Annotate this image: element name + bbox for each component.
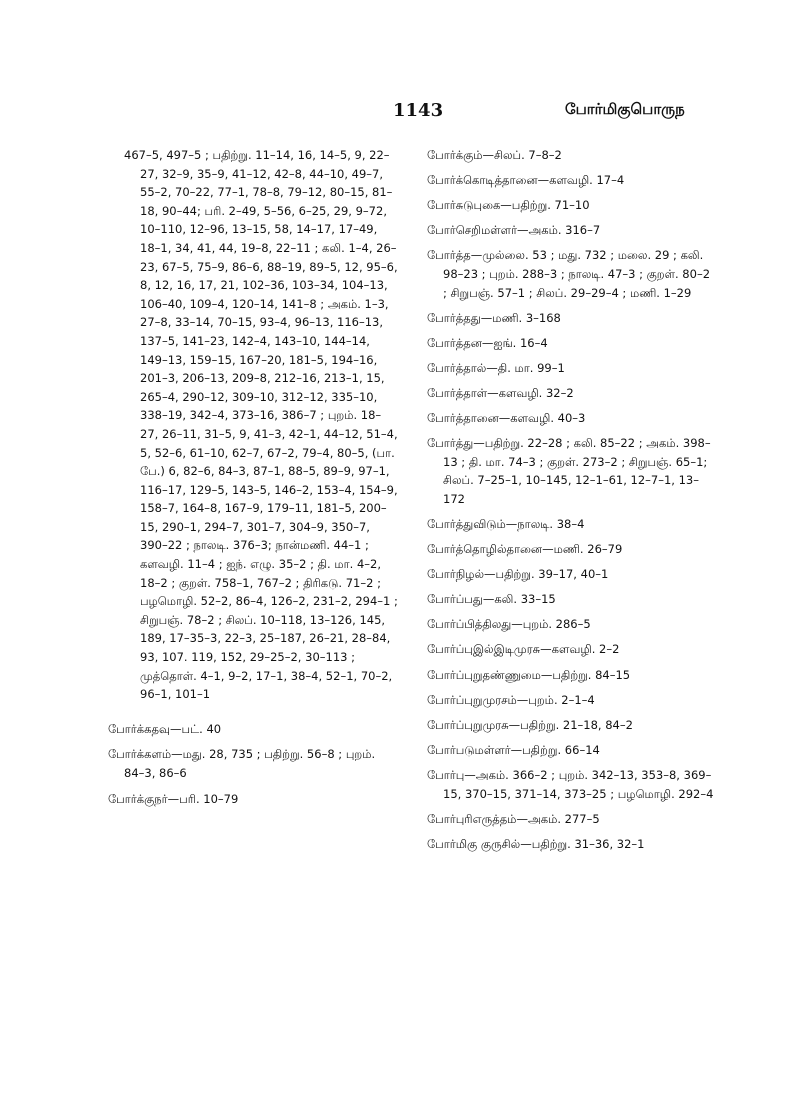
index-entry: போர்சுடுபுகை—பதிற்று. 71–10 — [427, 198, 590, 213]
index-entry: போர்ப்புறுமுரசு—பதிற்று. 21–18, 84–2 — [427, 717, 633, 732]
index-entry: போர்த்துவிடும்—நாலடி. 38–4 — [427, 517, 585, 531]
index-entry: போர்செறிமள்ளர்—அகம். 316–7 — [427, 223, 601, 238]
index-entry: போர்புரிஎருத்தம்—அகம். 277–5 — [427, 811, 600, 826]
index-entry: போர்க்கொடித்தானை—களவழி. 17–4 — [427, 173, 625, 188]
running-header: போர்மிகுபொருந — [565, 100, 685, 118]
right-column — [427, 146, 717, 860]
index-entry: போர்த்து—பதிற்று. 22–28 ; கலி. 85–22 ; அகம். 398–13 ; தி. மா. 74–3 ; குறள். 273–2 ; சிறுபஞ். 65–1; சிலப். 7–25–1, 10–145, 12–1–61, 12–7–1, 13–172 — [427, 436, 711, 506]
index-entry: போர்த்தானை—களவழி. 40–3 — [427, 411, 586, 426]
page-number: 1143 — [393, 100, 444, 121]
index-entry: போர்ப்புறுதண்ணுமை—பதிற்று. 84–15 — [427, 667, 631, 682]
index-entry: போர்க்களம்—மது. 28, 735 ; பதிற்று. 56–8 ; புறம். 84–3, 86–6 — [108, 747, 376, 780]
index-entry: போர்த்தது—மணி. 3–168 — [427, 310, 561, 325]
index-entry: போர்க்கும்—சிலப். 7–8–2 — [427, 148, 562, 162]
index-entry: போர்த்த—முல்லை. 53 ; மது. 732 ; மலை. 29 ; கலி. 98–23 ; புறம். 288–3 ; நாலடி. 47–3 ; குறள். 80–2 ; சிறுபஞ். 57–1 ; சிலப். 29–29–4 ; மணி. 1–29 — [427, 248, 711, 300]
index-entry: போர்த்தாள்—களவழி. 32–2 — [427, 385, 574, 400]
index-entry: போர்ப்புறுமுரசம்—புறம். 2–1–4 — [427, 692, 595, 707]
index-entry: போர்த்தால்—தி. மா. 99–1 — [427, 360, 565, 375]
index-entry: போர்த்தன—ஐங். 16–4 — [427, 335, 548, 350]
index-entry: போர்படுமள்ளர்—பதிற்று. 66–14 — [427, 742, 600, 757]
index-entry: போர்க்குநர்—பரி. 10–79 — [108, 791, 239, 806]
index-entry: போர்த்தொழில்தானை—மணி. 26–79 — [427, 542, 623, 557]
index-entry: போர்க்கதவு—பட். 40 — [108, 721, 222, 736]
index-entry: போர்ப்புஇல்இடிமுரசு—களவழி. 2–2 — [427, 642, 620, 657]
index-entry: போர்ப்பித்திலது—புறம். 286–5 — [427, 617, 591, 632]
index-entry: போர்ப்பது—கலி. 33–15 — [427, 592, 556, 607]
index-entry: போர்நிழல்—பதிற்று. 39–17, 40–1 — [427, 567, 609, 582]
index-entry-continuation: 467–5, 497–5 ; பதிற்று. 11–14, 16, 14–5, 9, 22–27, 32–9, 35–9, 41–12, 42–8, 44–10, 49–7, 55–2, 70–22, 77–1, 78–8, 79–12, 80–15, 81–18, 90–44; பரி. 2–49, 5–56, 6–25, 29, 9–72, 10–110, 12–96, 13–15, 58, 14–17, 17–49, 18–1, 34, 41, 44, 19–8, 22–11 ; கலி. 1–4, 26–23, 67–5, 75–9, 86–6, 88–19, 89–5, 12, 95–6, 8, 12, 16, 17, 21, 102–36, 103–34, 104–13, 106–40, 109–4, 120–14, 141–8 ; அகம். 1–3, 27–8, 33–14, 70–15, 93–4, 96–13, 116–13, 137–5, 141–23, 142–4, 143–10, 144–14, 149–13, 159–15, 167–20, 181–5, 194–16, 201–3, 206–13, 209–8, 212–16, 213–1, 15, 265–4, 290–12, 309–10, 312–12, 335–10, 338–19, 342–4, 373–16, 386–7 ; புறம். 18–27, 26–11, 31–5, 9, 41–3, 42–1, 44–12, 51–4, 5, 52–6, 61–10, 62–7, 67–2, 79–4, 80–5, (பா. பே.) 6, 82–6, 84–3, 87–1, 88–5, 89–9, 97–1, 116–17, 129–5, 143–5, 146–2, 153–4, 154–9, 158–7, 164–8, 167–9, 179–11, 181–5, 200–15, 290–1, 294–7, 301–7, 304–9, 350–7, 390–22 ; நாலடி. 376–3; நான்மணி. 44–1 ; களவழி. 11–4 ; ஐந். எழு. 35–2 ; தி. மா. 4–2, 18–2 ; குறள். 758–1, 767–2 ; திரிகடு. 71–2 ; பழமொழி. 52–2, 86–4, 126–2, 231–2, 294–1 ; சிறுபஞ். 78–2 ; சிலப். 10–118, 13–126, 145, 189, 17–35–3, 22–3, 25–187, 26–21, 28–84, 93, 107. 119, 152, 29–25–2, 30–113 ; முத்தொள். 4–1, 9–2, 17–1, 38–4, 52–1, 70–2, 96–1, 101–1 — [124, 148, 398, 702]
index-entry: போர்மிகு குருசில்—பதிற்று. 31–36, 32–1 — [427, 836, 645, 851]
left-column — [108, 146, 398, 815]
index-entry: போர்பு—அகம். 366–2 ; புறம். 342–13, 353–8, 369–15, 370–15, 371–14, 373–25 ; பழமொழி. 292–4 — [427, 767, 714, 801]
